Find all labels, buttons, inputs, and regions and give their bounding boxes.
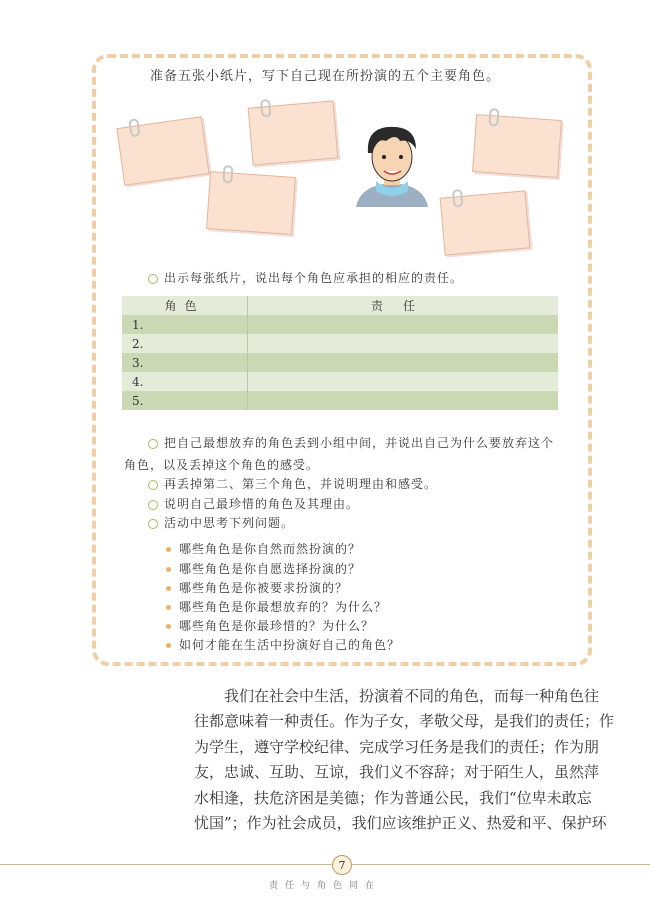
dot-bullet-icon bbox=[166, 567, 171, 572]
row-number: 3. bbox=[122, 353, 248, 372]
question-text: 哪些角色是你最想放弃的？为什么？ bbox=[179, 600, 388, 614]
student-illustration bbox=[346, 119, 438, 207]
footer-section-title: 责任与角色同在 bbox=[268, 881, 381, 891]
step-line bbox=[148, 434, 554, 451]
question-item bbox=[166, 636, 400, 653]
paper-note-4 bbox=[472, 114, 562, 178]
body-paragraph bbox=[194, 684, 615, 836]
step-line bbox=[124, 456, 319, 473]
responsibility-cell bbox=[248, 334, 559, 353]
roles-table bbox=[122, 296, 558, 410]
responsibility-cell bbox=[248, 391, 559, 410]
responsibility-cell bbox=[248, 353, 559, 372]
paper-note-3 bbox=[206, 171, 296, 235]
row-number: 2. bbox=[122, 334, 248, 353]
table-row bbox=[122, 353, 558, 372]
paperclip-icon bbox=[452, 189, 464, 208]
dot-bullet-icon bbox=[166, 586, 171, 591]
prompt-text: 出示每张纸片，说出每个角色应承担的相应的责任。 bbox=[164, 271, 464, 285]
paper-note-5 bbox=[440, 190, 531, 255]
step-line bbox=[148, 514, 294, 531]
table-row bbox=[122, 391, 558, 410]
step-text: 再丢掉第二、第三个角色，并说明理由和感受。 bbox=[164, 477, 438, 491]
paper-note-1 bbox=[116, 116, 209, 185]
step-text: 把自己最想放弃的角色丢到小组中间，并说出自己为什么要放弃这个 bbox=[164, 436, 555, 450]
table-header-role: 角色 bbox=[122, 296, 248, 315]
dot-bullet-icon bbox=[166, 643, 171, 648]
prompt-line bbox=[148, 269, 463, 286]
circle-bullet-icon bbox=[148, 519, 158, 529]
step-text: 说明自己最珍惜的角色及其理由。 bbox=[164, 497, 360, 511]
step-line bbox=[148, 495, 359, 512]
step-line bbox=[148, 475, 437, 492]
question-text: 哪些角色是你自然而然扮演的？ bbox=[179, 542, 362, 556]
step-text: 活动中思考下列问题。 bbox=[164, 516, 295, 530]
paragraph-line: 忧国”；作为社会成员，我们应该维护正义、热爱和平、保护环 bbox=[194, 814, 607, 833]
table-row bbox=[122, 372, 558, 391]
table-row bbox=[122, 334, 558, 353]
responsibility-cell bbox=[248, 315, 559, 334]
question-item bbox=[166, 617, 374, 634]
footer-divider bbox=[0, 864, 650, 865]
paperclip-icon bbox=[488, 108, 499, 127]
circle-bullet-icon bbox=[148, 439, 158, 449]
paper-note-2 bbox=[248, 100, 339, 165]
paragraph-line: 往都意味着一种责任。作为子女，孝敬父母，是我们的责任；作 bbox=[194, 712, 615, 731]
row-number: 1. bbox=[122, 315, 248, 334]
table-row bbox=[122, 315, 558, 334]
question-item bbox=[166, 560, 361, 577]
question-item bbox=[166, 598, 387, 615]
dot-bullet-icon bbox=[166, 624, 171, 629]
question-item bbox=[166, 579, 348, 596]
paperclip-icon bbox=[222, 165, 233, 184]
circle-bullet-icon bbox=[148, 500, 158, 510]
dot-bullet-icon bbox=[166, 605, 171, 610]
paragraph-line: 我们在社会中生活，扮演着不同的角色，而每一种角色往 bbox=[224, 687, 600, 705]
step-text: 角色，以及丢掉这个角色的感受。 bbox=[124, 458, 320, 472]
dot-bullet-icon bbox=[166, 547, 171, 552]
paragraph-line: 为学生，遵守学校纪律、完成学习任务是我们的责任；作为朋 bbox=[194, 737, 600, 756]
question-text: 哪些角色是你被要求扮演的？ bbox=[179, 581, 349, 595]
activity-intro: 准备五张小纸片，写下自己现在所扮演的五个主要角色。 bbox=[150, 69, 501, 84]
circle-bullet-icon bbox=[148, 480, 158, 490]
question-text: 哪些角色是你自愿选择扮演的？ bbox=[179, 562, 362, 576]
paperclip-icon bbox=[260, 99, 272, 118]
question-text: 如何才能在生活中扮演好自己的角色？ bbox=[179, 638, 401, 652]
page-number: 7 bbox=[332, 855, 352, 875]
responsibility-cell bbox=[248, 372, 559, 391]
question-item bbox=[166, 540, 361, 557]
table-header-responsibility: 责任 bbox=[248, 296, 559, 315]
row-number: 5. bbox=[122, 391, 248, 410]
circle-bullet-icon bbox=[148, 274, 158, 284]
row-number: 4. bbox=[122, 372, 248, 391]
paragraph-line: 水相逢，扶危济困是美德；作为普通公民，我们“位卑未敢忘 bbox=[194, 788, 592, 807]
paragraph-line: 友，忠诚、互助、互谅，我们义不容辞；对于陌生人，虽然萍 bbox=[194, 763, 600, 782]
question-text: 哪些角色是你最珍惜的？为什么？ bbox=[179, 619, 375, 633]
